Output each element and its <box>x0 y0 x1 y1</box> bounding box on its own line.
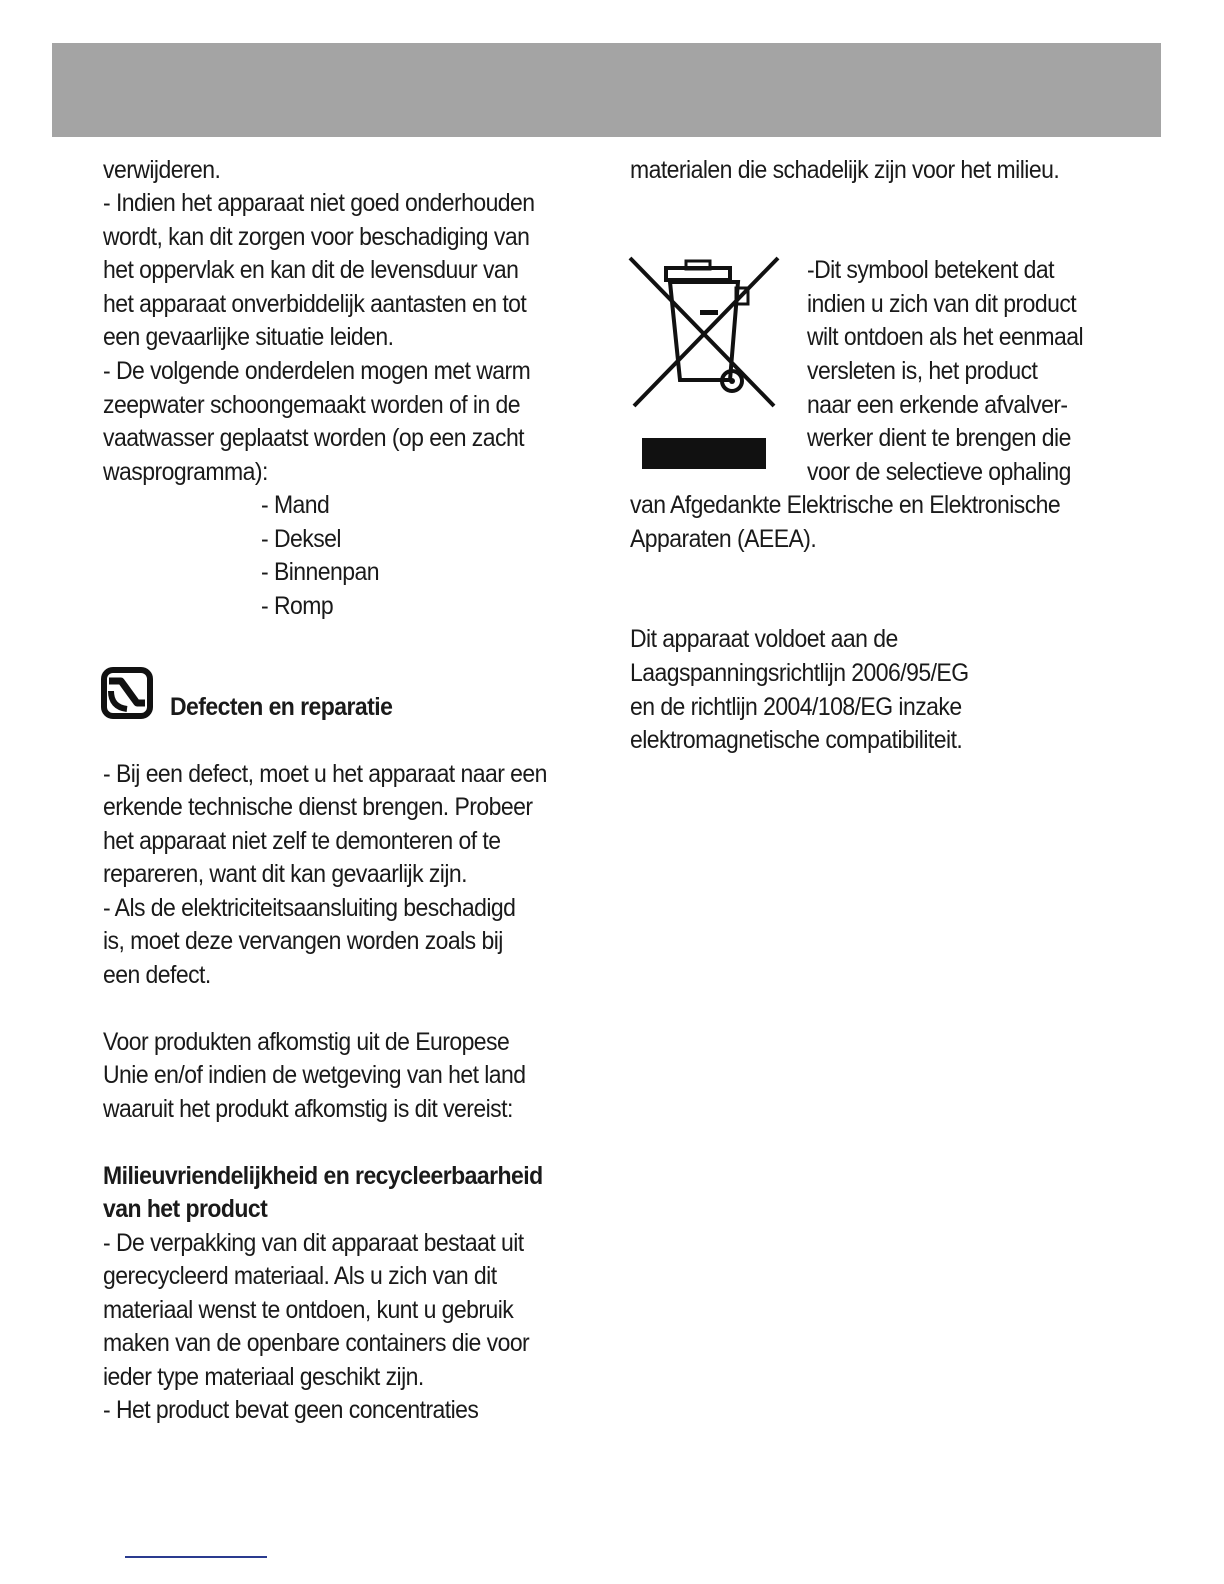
text-line: naar een erkende afvalver- <box>807 391 1068 419</box>
text-line: is, moet deze vervangen worden zoals bij <box>103 927 503 955</box>
text-line: waaruit het produkt afkomstig is dit vereist: <box>103 1095 513 1123</box>
text-line: - Bij een defect, moet u het apparaat naar een <box>103 760 547 788</box>
list-item: - Mand <box>261 491 330 519</box>
text-line: een gevaarlijke situatie leiden. <box>103 323 394 351</box>
text-line: -Dit symbool betekent dat <box>807 256 1055 284</box>
text-line: - Het product bevat geen concentraties <box>103 1396 479 1424</box>
text-line: elektromagnetische compatibiliteit. <box>630 726 963 754</box>
text-line: materialen die schadelijk zijn voor het milieu. <box>630 156 1060 184</box>
text-line: - De volgende onderdelen mogen met warm <box>103 357 531 385</box>
text-line: ieder type materiaal geschikt zijn. <box>103 1363 424 1391</box>
text-line: - Als de elektriciteitsaansluiting beschadigd <box>103 894 516 922</box>
text-line: - De verpakking van dit apparaat bestaat uit <box>103 1229 524 1257</box>
text-line: repareren, want dit kan gevaarlijk zijn. <box>103 860 468 888</box>
footer-rule <box>125 1556 267 1558</box>
text-line: gerecycleerd materiaal. Als u zich van dit <box>103 1262 497 1290</box>
text-line: het oppervlak en kan dit de levensduur van <box>103 256 519 284</box>
repair-tool-icon <box>101 667 153 719</box>
section-heading: van het product <box>103 1195 268 1223</box>
text-line: wasprogramma): <box>103 458 268 486</box>
text-line: werker dient te brengen die <box>807 424 1071 452</box>
list-item: - Binnenpan <box>261 558 379 586</box>
text-line: wilt ontdoen als het eenmaal <box>807 323 1084 351</box>
header-bar <box>52 43 1161 137</box>
text-line: Apparaten (AEEA). <box>630 525 817 553</box>
section-heading: Defecten en reparatie <box>170 693 393 721</box>
text-line: Voor produkten afkomstig uit de Europese <box>103 1028 510 1056</box>
section-heading: Milieuvriendelijkheid en recycleerbaarheid <box>103 1162 543 1190</box>
text-line: van Afgedankte Elektrische en Elektronische <box>630 491 1061 519</box>
text-line: voor de selectieve ophaling <box>807 458 1071 486</box>
text-line: Unie en/of indien de wetgeving van het land <box>103 1061 526 1089</box>
text-line: verwijderen. <box>103 156 221 184</box>
text-line: wordt, kan dit zorgen voor beschadiging van <box>103 223 530 251</box>
text-line: zeepwater schoongemaakt worden of in de <box>103 391 521 419</box>
text-line: een defect. <box>103 961 211 989</box>
text-line: indien u zich van dit product <box>807 290 1077 318</box>
text-line: erkende technische dienst brengen. Probeer <box>103 793 533 821</box>
list-item: - Romp <box>261 592 334 620</box>
text-line: materiaal wenst te ontdoen, kunt u gebruik <box>103 1296 514 1324</box>
crossed-out-wheelie-bin-icon <box>628 256 780 472</box>
text-line: Laagspanningsrichtlijn 2006/95/EG <box>630 659 969 687</box>
text-line: Dit apparaat voldoet aan de <box>630 625 898 653</box>
text-line: en de richtlijn 2004/108/EG inzake <box>630 693 962 721</box>
text-line: maken van de openbare containers die voor <box>103 1329 530 1357</box>
text-line: het apparaat niet zelf te demonteren of te <box>103 827 501 855</box>
text-line: het apparaat onverbiddelijk aantasten en tot <box>103 290 527 318</box>
list-item: - Deksel <box>261 525 341 553</box>
text-line: vaatwasser geplaatst worden (op een zacht <box>103 424 525 452</box>
text-line: versleten is, het product <box>807 357 1038 385</box>
text-line: - Indien het apparaat niet goed onderhouden <box>103 189 535 217</box>
